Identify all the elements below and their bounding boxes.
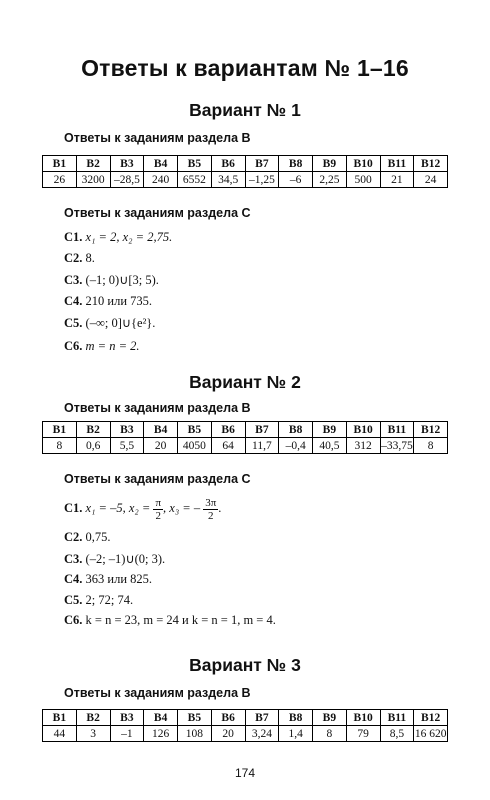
- answer-label: C1.: [64, 501, 83, 515]
- value-cell: 8: [313, 726, 347, 742]
- value-cell: 11,7: [245, 438, 279, 454]
- answer-c6: [64, 339, 140, 354]
- value-cell: 6552: [178, 172, 212, 188]
- value-cell: –1: [110, 726, 144, 742]
- value-cell: 8: [43, 438, 77, 454]
- value-cell: 2,25: [313, 172, 347, 188]
- answer-text: 2; 72; 74.: [85, 593, 134, 607]
- variant-2-title: Вариант № 2: [189, 372, 301, 392]
- answer-c5: [64, 593, 133, 608]
- table-value-row: [43, 726, 448, 742]
- value-cell: 108: [178, 726, 212, 742]
- answer-text: 0,75.: [85, 530, 111, 544]
- answer-c1: [64, 230, 172, 245]
- answer-label: C5.: [64, 593, 83, 607]
- value-cell: 20: [211, 726, 245, 742]
- value-cell: 79: [346, 726, 380, 742]
- answer-text: (–2; –1)∪(0; 3).: [85, 552, 166, 566]
- header-cell: B5: [178, 156, 212, 172]
- header-cell: B10: [346, 710, 380, 726]
- answer-c6: [64, 613, 276, 628]
- answer-text: , x₃ = –: [163, 501, 201, 515]
- value-cell: 44: [43, 726, 77, 742]
- value-cell: 24: [414, 172, 448, 188]
- table-value-row: [43, 438, 448, 454]
- fraction-denominator: 2: [208, 509, 214, 522]
- answer-label: C5.: [64, 316, 83, 330]
- answer-text: .: [218, 501, 222, 515]
- answer-label: C4.: [64, 294, 83, 308]
- answer-label: C6.: [64, 339, 83, 353]
- value-cell: 1,4: [279, 726, 313, 742]
- variant-3-section-b-heading: Ответы к заданиям раздела B: [64, 686, 251, 700]
- value-cell: 4050: [178, 438, 212, 454]
- answer-label: C3.: [64, 552, 83, 566]
- header-cell: B10: [346, 156, 380, 172]
- answer-text: x₁ = 2, x₂ = 2,75.: [85, 230, 173, 244]
- value-cell: 34,5: [211, 172, 245, 188]
- value-cell: 312: [346, 438, 380, 454]
- value-cell: 0,6: [76, 438, 110, 454]
- header-cell: B8: [279, 156, 313, 172]
- value-cell: 8: [414, 438, 448, 454]
- variant-3-answer-table: [42, 709, 448, 742]
- page-title: Ответы к вариантам № 1–16: [81, 55, 409, 81]
- value-cell: 26: [43, 172, 77, 188]
- header-cell: B1: [43, 422, 77, 438]
- header-cell: B9: [313, 422, 347, 438]
- answer-label: C6.: [64, 613, 83, 627]
- answer-text: m = n = 2.: [85, 339, 140, 353]
- value-cell: –28,5: [110, 172, 144, 188]
- header-cell: B8: [279, 422, 313, 438]
- variant-1-title: Вариант № 1: [189, 100, 301, 120]
- value-cell: 40,5: [313, 438, 347, 454]
- value-cell: 8,5: [380, 726, 414, 742]
- header-cell: B6: [211, 422, 245, 438]
- variant-1-answer-table: [42, 155, 448, 188]
- header-cell: B10: [346, 422, 380, 438]
- answer-text: x₁ = –5, x₂ =: [85, 501, 151, 515]
- answer-c4: [64, 294, 152, 309]
- header-cell: B8: [279, 710, 313, 726]
- value-cell: 3200: [76, 172, 110, 188]
- header-cell: B11: [380, 710, 414, 726]
- header-cell: B4: [144, 422, 178, 438]
- table-header-row: [43, 710, 448, 726]
- answer-c2: [64, 530, 111, 545]
- answer-c1: [64, 496, 221, 522]
- variant-1-section-c-heading: Ответы к заданиям раздела C: [64, 206, 251, 220]
- header-cell: B2: [76, 156, 110, 172]
- answer-text: (–1; 0)∪[3; 5).: [85, 273, 159, 287]
- header-cell: B1: [43, 710, 77, 726]
- table-header-row: [43, 156, 448, 172]
- value-cell: 3,24: [245, 726, 279, 742]
- variant-2-section-c-heading: Ответы к заданиям раздела C: [64, 472, 251, 486]
- answer-c3: [64, 272, 159, 288]
- header-cell: B2: [76, 710, 110, 726]
- table-value-row: [43, 172, 448, 188]
- header-cell: B9: [313, 156, 347, 172]
- value-cell: –1,25: [245, 172, 279, 188]
- answer-text: 363 или 825.: [85, 572, 153, 586]
- answer-c3: [64, 551, 165, 567]
- header-cell: B12: [414, 422, 448, 438]
- header-cell: B12: [414, 710, 448, 726]
- fraction-denominator: 2: [155, 509, 161, 522]
- value-cell: 16 620: [414, 727, 447, 740]
- fraction-numerator: π: [155, 496, 162, 509]
- answer-text: k = n = 23, m = 24 и k = n = 1, m = 4.: [85, 613, 276, 627]
- header-cell: B4: [144, 710, 178, 726]
- table-header-row: [43, 422, 448, 438]
- header-cell: B5: [178, 422, 212, 438]
- value-cell: 126: [144, 726, 178, 742]
- variant-2-answer-table: [42, 421, 448, 454]
- header-cell: B2: [76, 422, 110, 438]
- header-cell: B9: [313, 710, 347, 726]
- answer-c5: [64, 315, 155, 331]
- value-cell: –0,4: [279, 438, 313, 454]
- value-cell: 3: [76, 726, 110, 742]
- variant-2-section-b-heading: Ответы к заданиям раздела B: [64, 401, 251, 415]
- answer-label: C1.: [64, 230, 83, 244]
- answer-c2: [64, 251, 95, 266]
- header-cell: B3: [110, 422, 144, 438]
- fraction: [203, 497, 218, 522]
- header-cell: B11: [380, 422, 414, 438]
- header-cell: B4: [144, 156, 178, 172]
- answer-c4: [64, 572, 152, 587]
- value-cell: –33,75: [381, 439, 413, 452]
- value-cell: 240: [144, 172, 178, 188]
- answer-label: C3.: [64, 273, 83, 287]
- answer-text: 8.: [85, 251, 95, 265]
- variant-3-title: Вариант № 3: [189, 655, 301, 675]
- header-cell: B3: [110, 156, 144, 172]
- header-cell: B1: [43, 156, 77, 172]
- page-number: 174: [234, 766, 256, 780]
- value-cell: 5,5: [110, 438, 144, 454]
- value-cell: 64: [211, 438, 245, 454]
- answer-label: C4.: [64, 572, 83, 586]
- value-cell: 500: [346, 172, 380, 188]
- answer-label: C2.: [64, 251, 83, 265]
- fraction: [153, 497, 163, 522]
- header-cell: B5: [178, 710, 212, 726]
- header-cell: B6: [211, 710, 245, 726]
- variant-1-section-b-heading: Ответы к заданиям раздела B: [64, 131, 251, 145]
- header-cell: B3: [110, 710, 144, 726]
- header-cell: B7: [245, 422, 279, 438]
- value-cell: –6: [279, 172, 313, 188]
- header-cell: B11: [380, 156, 414, 172]
- value-cell: 21: [380, 172, 414, 188]
- header-cell: B7: [245, 156, 279, 172]
- fraction-numerator: 3π: [205, 496, 217, 509]
- answer-label: C2.: [64, 530, 83, 544]
- header-cell: B6: [211, 156, 245, 172]
- value-cell: 20: [144, 438, 178, 454]
- answer-text: 210 или 735.: [85, 294, 153, 308]
- answer-text: (–∞; 0]∪{e²}.: [85, 316, 156, 330]
- header-cell: B7: [245, 710, 279, 726]
- header-cell: B12: [414, 156, 448, 172]
